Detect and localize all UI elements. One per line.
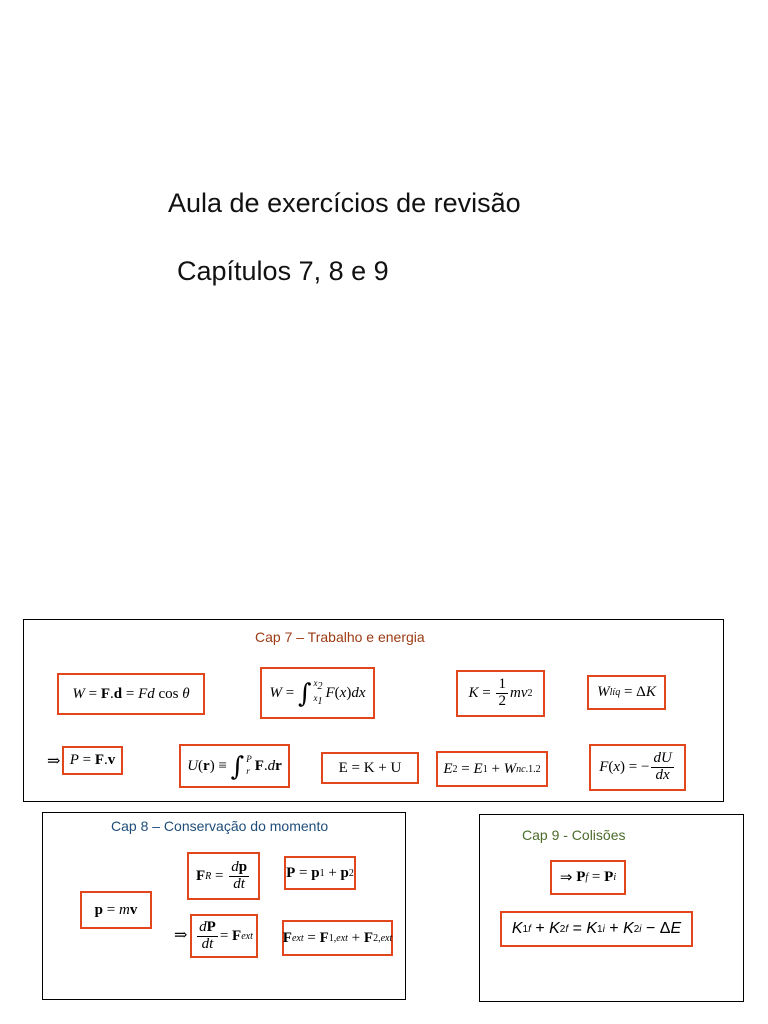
force-from-potential-formula: F ( x ) = − $\frac{dU}{dx}$: [589, 744, 686, 791]
cap8-panel: [42, 812, 406, 1000]
work-energy-theorem-formula: W líq = Δ K: [587, 675, 666, 710]
power-formula: P = F . v: [62, 746, 123, 775]
cap9-panel: [479, 814, 744, 1002]
momentum-formula: p = m v: [80, 891, 152, 929]
external-force-derivative-formula: $\frac{dP}{dt}$ = F ext: [190, 914, 258, 958]
cap8-title: Cap 8 – Conservação do momento: [111, 818, 329, 834]
cap7-title: Cap 7 – Trabalho e energia: [255, 629, 425, 645]
collision-energy-formula: K 1f + K 2f = K 1i + K 2i − Δ E: [500, 911, 693, 947]
mechanical-energy-formula: E = K + U: [321, 752, 419, 784]
kinetic-energy-formula: K = $\frac{1}{2}$ mv 2: [456, 670, 545, 717]
total-momentum-formula: P = p 1 + p 2: [284, 856, 356, 890]
implies-arrow-icon: ⇒: [47, 751, 61, 770]
implies-arrow-icon: ⇒: [174, 925, 188, 944]
potential-energy-integral-formula: U ( r ) ≡ ∫ P r F . d r: [179, 744, 290, 788]
energy-nonconservative-work-formula: E 2 = E 1 + W nc.1.2: [436, 751, 548, 787]
external-force-sum-formula: F ext = F 1,ext + F 2,ext: [282, 920, 393, 956]
cap7-panel: [23, 619, 724, 802]
page-subtitle: Capítulos 7, 8 e 9: [177, 256, 389, 286]
resultant-force-formula: F R = $\frac{dp}{dt}$: [187, 852, 260, 900]
page-title: Aula de exercícios de revisão: [168, 188, 521, 218]
work-integral-formula: W = ∫ $x_2$ $x_1$ F ( x ) dx: [260, 667, 375, 719]
work-dot-product-formula: W = F . d = Fd cos θ: [57, 673, 205, 715]
cap9-title: Cap 9 - Colisões: [522, 827, 626, 843]
momentum-conservation-formula: ⇒ P f = P i: [550, 860, 626, 895]
